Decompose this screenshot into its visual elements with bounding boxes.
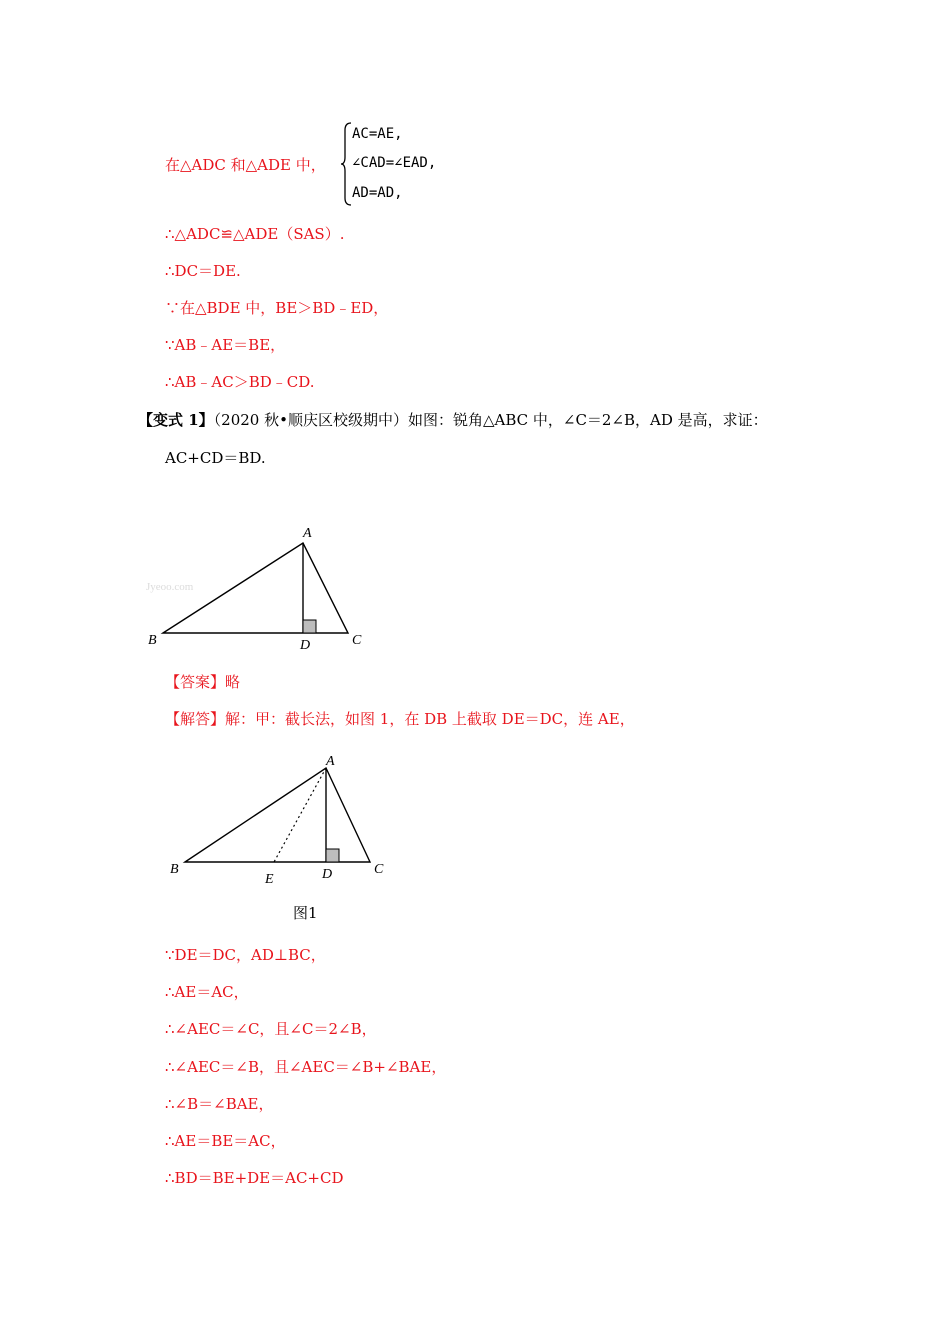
proof1-line: ∵在△BDE 中，BE＞BD﹣ED， bbox=[165, 299, 389, 317]
label-a: A bbox=[326, 754, 335, 769]
proof2-line: ∵DE＝DC，AD⊥BC， bbox=[165, 946, 326, 964]
right-angle-mark bbox=[303, 620, 316, 633]
triangle-figure bbox=[140, 518, 380, 654]
solution-label: 【解答】 bbox=[165, 710, 226, 728]
label-d: D bbox=[300, 638, 311, 653]
proof2-line: ∴BD＝BE+DE＝AC+CD bbox=[165, 1169, 344, 1187]
watermark: Jyeoo.com bbox=[146, 581, 194, 593]
equation-system bbox=[340, 121, 480, 207]
solution-text: 解：甲：截长法，如图 1，在 DB 上截取 DE＝DC，连 AE， bbox=[225, 710, 635, 728]
variant-label: 【变式 1】 bbox=[138, 411, 214, 429]
proof2-line: ∴AE＝BE＝AC， bbox=[165, 1132, 286, 1150]
proof1-line: ∴△ADC≌△ADE（SAS）. bbox=[165, 225, 345, 243]
label-c: C bbox=[374, 862, 384, 877]
proof1-line: ∴DC＝DE. bbox=[165, 262, 241, 280]
variant-problem bbox=[138, 410, 768, 430]
answer-text: 略 bbox=[225, 673, 241, 691]
segment-ae bbox=[274, 768, 326, 862]
label-c: C bbox=[352, 633, 362, 648]
label-a: A bbox=[303, 526, 312, 541]
triangle-abc bbox=[185, 768, 370, 862]
label-d: D bbox=[322, 867, 333, 882]
label-b: B bbox=[148, 633, 157, 648]
equation-row-1: AC=AE, bbox=[352, 126, 403, 142]
figure-caption: 图1 bbox=[293, 904, 318, 922]
proof2-line: ∴∠B＝∠BAE， bbox=[165, 1095, 274, 1113]
proof1-line: ∵AB﹣AE＝BE， bbox=[165, 336, 286, 354]
answer-label: 【答案】 bbox=[165, 673, 226, 691]
triangle-figure-1 bbox=[160, 748, 400, 888]
proof2-line: ∴AE＝AC， bbox=[165, 983, 249, 1001]
variant-text-continued: AC+CD＝BD. bbox=[165, 449, 266, 467]
label-e: E bbox=[265, 872, 274, 887]
proof1-line: ∴AB﹣AC＞BD﹣CD. bbox=[165, 373, 315, 391]
equation-row-2: ∠CAD=∠EAD, bbox=[352, 155, 437, 171]
proof1-intro: 在△ADC 和△ADE 中， bbox=[165, 156, 326, 174]
variant-text: （2020 秋•顺庆区校级期中）如图：锐角△ABC 中，∠C＝2∠B，AD 是高，求证： bbox=[213, 411, 768, 429]
label-b: B bbox=[170, 862, 179, 877]
solution-line bbox=[165, 709, 635, 729]
proof2-line: ∴∠AEC＝∠C，且∠C＝2∠B， bbox=[165, 1020, 377, 1038]
right-angle-mark bbox=[326, 849, 339, 862]
proof2-line: ∴∠AEC＝∠B，且∠AEC＝∠B+∠BAE， bbox=[165, 1058, 447, 1076]
answer-line bbox=[165, 672, 240, 692]
equation-row-3: AD=AD, bbox=[352, 185, 403, 201]
